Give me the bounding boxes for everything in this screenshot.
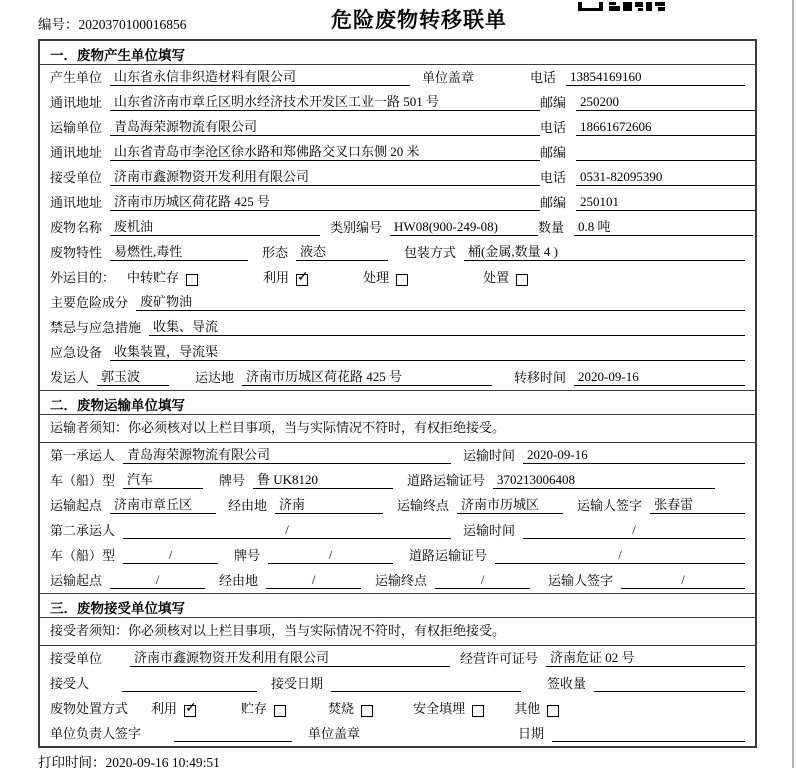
route2-sign-label: 运输人签字 <box>548 573 614 588</box>
transport-phone-label: 电话 <box>540 120 567 135</box>
vehicle2-label: 车（船）型 <box>50 548 116 563</box>
route1-end-value: 济南市历城区 <box>457 494 563 514</box>
producer-address-value: 山东省济南市章丘区明水经济技术开发区工业一路 501 号 <box>110 91 540 111</box>
row-shipper <box>40 365 755 390</box>
vehicle1-value: 汽车 <box>123 469 203 489</box>
checkbox-disposal-incinerate <box>361 705 373 717</box>
row-waste-name <box>40 215 755 240</box>
section-transport-title: 二．废物运输单位填写 <box>40 391 755 415</box>
section-receiving-title: 三．废物接受单位填写 <box>40 594 755 618</box>
purpose-label: 外运目的： <box>50 270 116 285</box>
disposal-option-label: 利用 <box>151 701 178 716</box>
road-cert1-label: 道路运输证号 <box>407 473 486 488</box>
disposal-option-incinerate <box>328 698 373 717</box>
route2-start-value: / <box>110 572 205 589</box>
row-route1 <box>40 493 755 518</box>
receiver-address-value: 济南市历城区荷花路 425 号 <box>110 191 540 211</box>
row-disposal <box>40 696 755 721</box>
checkbox-disposal-landfill <box>472 705 484 717</box>
checkbox-dispose <box>516 274 528 286</box>
row-carrier2 <box>40 518 755 543</box>
producer-unit-value: 山东省永信非织造材料有限公司 <box>110 66 410 86</box>
route2-sign-value: / <box>621 572 745 589</box>
carrier2-time-label: 运输时间 <box>463 523 516 538</box>
receiver-unit-value: 济南市鑫源物资开发利用有限公司 <box>110 166 540 186</box>
purpose-option-label: 处置 <box>483 270 510 285</box>
destination-value: 济南市历城区荷花路 425 号 <box>242 366 492 386</box>
disposal-option-use <box>151 698 196 717</box>
print-time-label: 打印时间： <box>38 755 106 768</box>
waste-qty-label: 数量 <box>538 220 565 235</box>
waste-form-label: 形态 <box>262 245 289 260</box>
row-responsible-sign <box>40 721 755 746</box>
unit-seal-label: 单位盖章 <box>422 70 475 85</box>
row-purpose <box>40 265 755 290</box>
route1-via-label: 经由地 <box>228 498 268 513</box>
road-cert2-label: 道路运输证号 <box>409 548 488 563</box>
window-edge-divider <box>792 0 794 768</box>
transfer-form-table <box>38 39 757 748</box>
disposal-option-other <box>514 698 559 717</box>
waste-code-label: 类别编号 <box>330 220 383 235</box>
carrier2-time-value: / <box>523 522 745 539</box>
route1-sign-value: 张春雷 <box>650 494 745 514</box>
transport-notice-text: 运输者须知：你必须核对以上栏目事项，当与实际情况不符时，有权拒绝接受。 <box>50 420 506 435</box>
waste-name-value: 废机油 <box>110 216 320 236</box>
print-time <box>38 751 220 768</box>
main-hazard-label: 主要危险成分 <box>50 295 129 310</box>
disposal-option-storage <box>241 698 286 717</box>
disposal-option-label: 贮存 <box>241 701 268 716</box>
transport-address-value: 山东省青岛市李沧区徐水路和郑佛路交叉口东侧 20 米 <box>110 141 540 161</box>
vehicle2-value: / <box>123 547 218 564</box>
transport-notice <box>40 415 755 443</box>
shipper-value: 郭玉波 <box>97 366 169 386</box>
checkbox-disposal-storage <box>274 705 286 717</box>
carrier2-label: 第二承运人 <box>50 523 116 538</box>
transport-zip-value <box>576 160 755 161</box>
checkbox-disposal-use <box>184 705 196 717</box>
row-route2 <box>40 568 755 593</box>
carrier1-value: 青岛海荣源物流有限公司 <box>123 444 451 464</box>
serial-label: 编号： <box>38 17 79 32</box>
route2-via-value: / <box>266 572 361 589</box>
purpose-option-label: 处理 <box>363 270 390 285</box>
receiving-unit-value: 济南市鑫源物资开发利用有限公司 <box>130 647 450 667</box>
equipment-label: 应急设备 <box>50 345 103 360</box>
route1-start-label: 运输起点 <box>50 498 103 513</box>
checkbox-treat <box>396 274 408 286</box>
purpose-option-label: 中转贮存 <box>127 270 180 285</box>
road-cert1-value: 370213006408 <box>493 472 715 489</box>
license-label: 经营许可证号 <box>460 651 539 666</box>
producer-phone-label: 电话 <box>530 70 557 85</box>
serial-value: 2020370100016856 <box>78 17 187 32</box>
producer-zip-value: 250200 <box>576 94 755 111</box>
row-waste-traits <box>40 240 755 265</box>
license-value: 济南危证 02 号 <box>546 647 745 667</box>
purpose-option-dispose <box>483 267 528 286</box>
received-qty-label: 签收量 <box>547 676 587 691</box>
disposal-option-label: 安全填埋 <box>413 701 466 716</box>
disposal-option-label: 其他 <box>514 701 541 716</box>
route1-via-value: 济南 <box>275 494 383 514</box>
plate1-value: 鲁 UK8120 <box>253 469 393 489</box>
plate2-value: / <box>268 547 393 564</box>
producer-address-label: 通讯地址 <box>50 95 103 110</box>
route2-end-label: 运输终点 <box>375 573 428 588</box>
receiver-phone-value: 0531-82095390 <box>576 169 755 186</box>
receiving-date-value <box>331 691 521 692</box>
row-main-hazard <box>40 290 755 315</box>
route2-via-label: 经由地 <box>219 573 259 588</box>
row-vehicle1 <box>40 468 755 493</box>
receiving-notice-text: 接受者须知：你必须核对以上栏目事项，当与实际情况不符时，有权拒绝接受。 <box>50 623 506 638</box>
receiver-zip-value: 250101 <box>576 194 755 211</box>
checkbox-disposal-other <box>547 705 559 717</box>
receiver-phone-label: 电话 <box>540 170 567 185</box>
receiver-unit-label: 接受单位 <box>50 170 103 185</box>
page-title: 危险废物转移联单 <box>331 9 507 32</box>
route1-sign-label: 运输人签字 <box>577 498 643 513</box>
receiver-zip-label: 邮编 <box>540 195 567 210</box>
section-producer <box>40 41 755 390</box>
receiving-date2-value <box>552 741 745 742</box>
row-producer-unit <box>40 65 755 90</box>
purpose-option-use <box>263 267 308 286</box>
carrier2-value: / <box>123 522 451 539</box>
waste-pack-label: 包装方式 <box>404 245 457 260</box>
destination-label: 运达地 <box>195 370 235 385</box>
checkbox-use <box>296 274 308 286</box>
responsible-sign-value <box>174 741 292 742</box>
row-receiving-unit <box>40 646 755 671</box>
producer-zip-label: 邮编 <box>540 95 567 110</box>
transport-unit-label: 运输单位 <box>50 120 103 135</box>
section-producer-title: 一．废物产生单位填写 <box>40 41 755 65</box>
purpose-option-label: 利用 <box>263 270 290 285</box>
waste-code-value: HW08(900-249-08) <box>390 219 538 236</box>
row-transport-unit <box>40 115 755 140</box>
section-receiving <box>40 593 755 746</box>
row-carrier1 <box>40 443 755 468</box>
carrier1-time-label: 运输时间 <box>463 448 516 463</box>
route2-end-value: / <box>435 572 530 589</box>
transport-unit-value: 青岛海荣源物流有限公司 <box>110 116 540 136</box>
receiving-unit-label: 接受单位 <box>50 651 103 666</box>
checkbox-transfer-storage <box>186 274 198 286</box>
row-vehicle2 <box>40 543 755 568</box>
waste-qty-value: 0.8 吨 <box>574 216 753 236</box>
receiver-address-label: 通讯地址 <box>50 195 103 210</box>
responsible-sign-label: 单位负责人签字 <box>50 726 142 741</box>
serial-number <box>38 13 187 33</box>
waste-name-label: 废物名称 <box>50 220 103 235</box>
transport-zip-label: 邮编 <box>540 145 567 160</box>
print-time-value: 2020-09-16 10:49:51 <box>105 755 220 768</box>
shipper-label: 发运人 <box>50 370 90 385</box>
vehicle1-label: 车（船）型 <box>50 473 116 488</box>
route1-start-value: 济南市章丘区 <box>110 494 216 514</box>
disposal-label: 废物处置方式 <box>50 701 129 716</box>
plate1-label: 牌号 <box>219 473 246 488</box>
precautions-value: 收集、导流 <box>149 316 745 336</box>
row-equipment <box>40 340 755 365</box>
plate2-label: 牌号 <box>234 548 261 563</box>
disposal-option-label: 焚烧 <box>328 701 355 716</box>
producer-phone-value: 13854169160 <box>566 69 745 86</box>
receiving-person-value <box>122 691 257 692</box>
transfer-time-label: 转移时间 <box>514 370 567 385</box>
row-receiver-unit <box>40 165 755 190</box>
receiving-person-label: 接受人 <box>50 676 90 691</box>
receiving-seal-label: 单位盖章 <box>308 726 361 741</box>
carrier1-time-value: 2020-09-16 <box>523 447 745 464</box>
producer-unit-label: 产生单位 <box>50 70 103 85</box>
purpose-option-transfer-storage <box>127 267 198 286</box>
route1-end-label: 运输终点 <box>397 498 450 513</box>
road-cert2-value: / <box>495 547 745 564</box>
qr-code-icon <box>578 0 668 10</box>
disposal-option-landfill <box>413 698 484 717</box>
receiving-date2-label: 日期 <box>518 726 545 741</box>
carrier1-label: 第一承运人 <box>50 448 116 463</box>
received-qty-value <box>594 691 745 692</box>
waste-pack-value: 桶(金属,数量 4 ) <box>464 241 745 261</box>
purpose-option-treat <box>363 267 408 286</box>
receiving-date-label: 接受日期 <box>271 676 324 691</box>
route2-start-label: 运输起点 <box>50 573 103 588</box>
transfer-time-value: 2020-09-16 <box>574 369 745 386</box>
transport-phone-value: 18661672606 <box>576 119 755 136</box>
row-transport-address <box>40 140 755 165</box>
row-receiving-person <box>40 671 755 696</box>
waste-form-value: 液态 <box>296 241 388 261</box>
equipment-value: 收集装置，导流渠 <box>110 341 745 361</box>
row-receiver-address <box>40 190 755 215</box>
precautions-label: 禁忌与应急措施 <box>50 320 142 335</box>
transport-address-label: 通讯地址 <box>50 145 103 160</box>
row-producer-address <box>40 90 755 115</box>
row-precautions <box>40 315 755 340</box>
section-transport <box>40 390 755 593</box>
waste-traits-value: 易燃性,毒性 <box>110 241 248 261</box>
waste-traits-label: 废物特性 <box>50 245 103 260</box>
main-hazard-value: 废矿物油 <box>136 291 745 311</box>
receiving-notice <box>40 618 755 646</box>
